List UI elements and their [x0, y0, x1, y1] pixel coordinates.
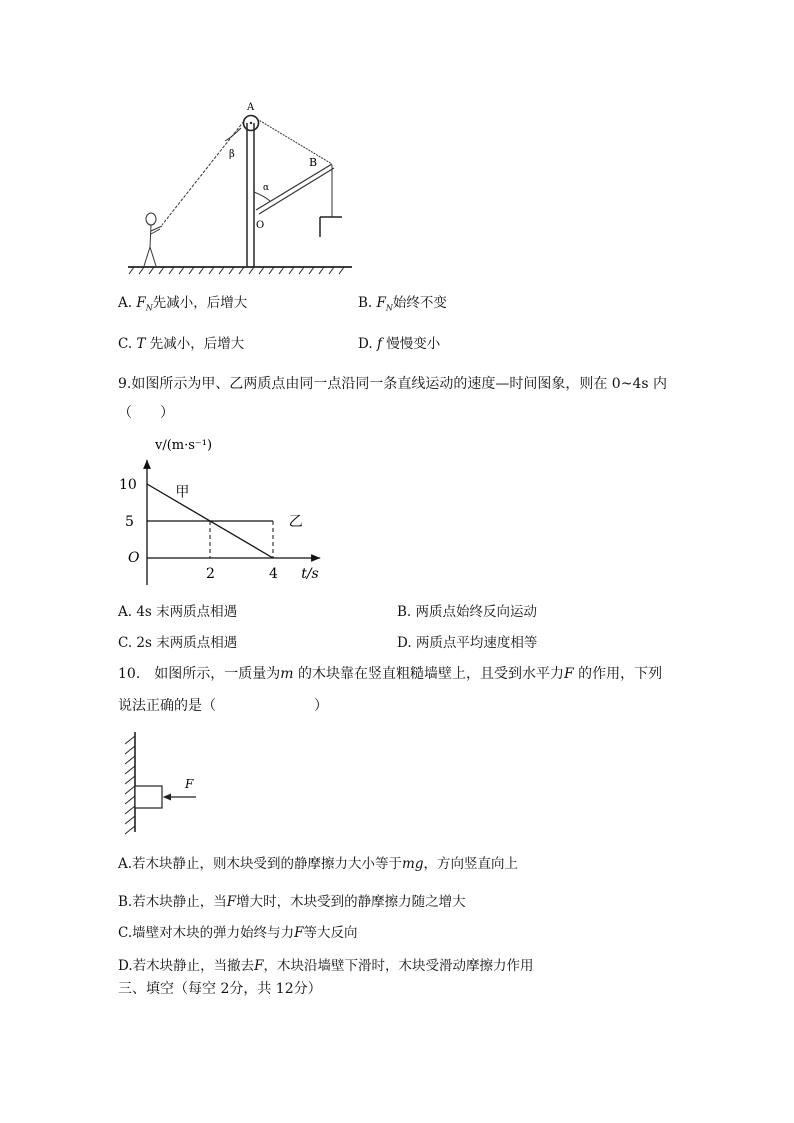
series-jia-label: 甲 [175, 484, 190, 501]
q9-option-a[interactable]: A. 4s 末两质点相遇 [118, 604, 238, 620]
label-o: O [256, 220, 265, 231]
origin-label: O [128, 550, 140, 566]
q9-option-c[interactable]: C. 2s 末两质点相遇 [118, 635, 238, 651]
q10-stem-line2: 说法正确的是（ ） [118, 698, 328, 714]
section3-heading: 三、填空（每空 2分，共 12分） [118, 981, 322, 997]
x-tick-label-2: 2 [206, 566, 215, 582]
x-tick-label-4: 4 [269, 566, 278, 582]
label-b: B [309, 156, 318, 169]
q10-option-b[interactable]: B.若木块静止，当F增大时，木块受到的静摩擦力随之增大 [118, 894, 466, 910]
label-beta: β [229, 149, 235, 160]
q9-chart [115, 433, 330, 585]
q10-figure-f-label: F [185, 777, 194, 791]
q8-option-a[interactable]: A. $F_N$先减小，后增大 [118, 295, 248, 313]
q9-stem: 9.如图所示为甲、乙两质点由同一点沿同一条直线运动的速度—时间图象，则在 0~4s 内 [118, 376, 667, 392]
y-tick-label-10: 10 [119, 477, 137, 493]
q8-option-c[interactable]: C. T 先减小，后增大 [118, 336, 245, 352]
y-axis-label: v/(m·s⁻¹) [155, 438, 213, 453]
q9-option-d[interactable]: D. 两质点平均速度相等 [397, 635, 538, 651]
q8-option-b[interactable]: B. $F_N$始终不变 [358, 295, 447, 313]
label-alpha: α [263, 183, 270, 193]
q10-option-c[interactable]: C.墙壁对木块的弹力始终与力F等大反向 [118, 925, 358, 941]
q10-option-d[interactable]: D.若木块静止，当撤去F，木块沿墙壁下滑时，木块受滑动摩擦力作用 [118, 958, 534, 974]
q8-figure [120, 95, 360, 275]
label-a: A [247, 102, 255, 113]
x-axis-label: t/s [301, 566, 319, 582]
q10-option-a[interactable]: A.若木块静止，则木块受到的静摩擦力大小等于mg，方向竖直向上 [118, 856, 518, 872]
q9-paren: （ ） [118, 405, 174, 421]
y-tick-label-5: 5 [125, 514, 134, 530]
q10-figure [112, 728, 212, 838]
q10-stem-line1: 10. 如图所示，一质量为m 的木块靠在竖直粗糙墙壁上，且受到水平力F 的作用，下列 [118, 666, 663, 682]
series-yi-label: 乙 [288, 514, 303, 530]
q9-option-b[interactable]: B. 两质点始终反向运动 [397, 604, 538, 620]
q8-option-d[interactable]: D. f 慢慢变小 [358, 336, 441, 352]
